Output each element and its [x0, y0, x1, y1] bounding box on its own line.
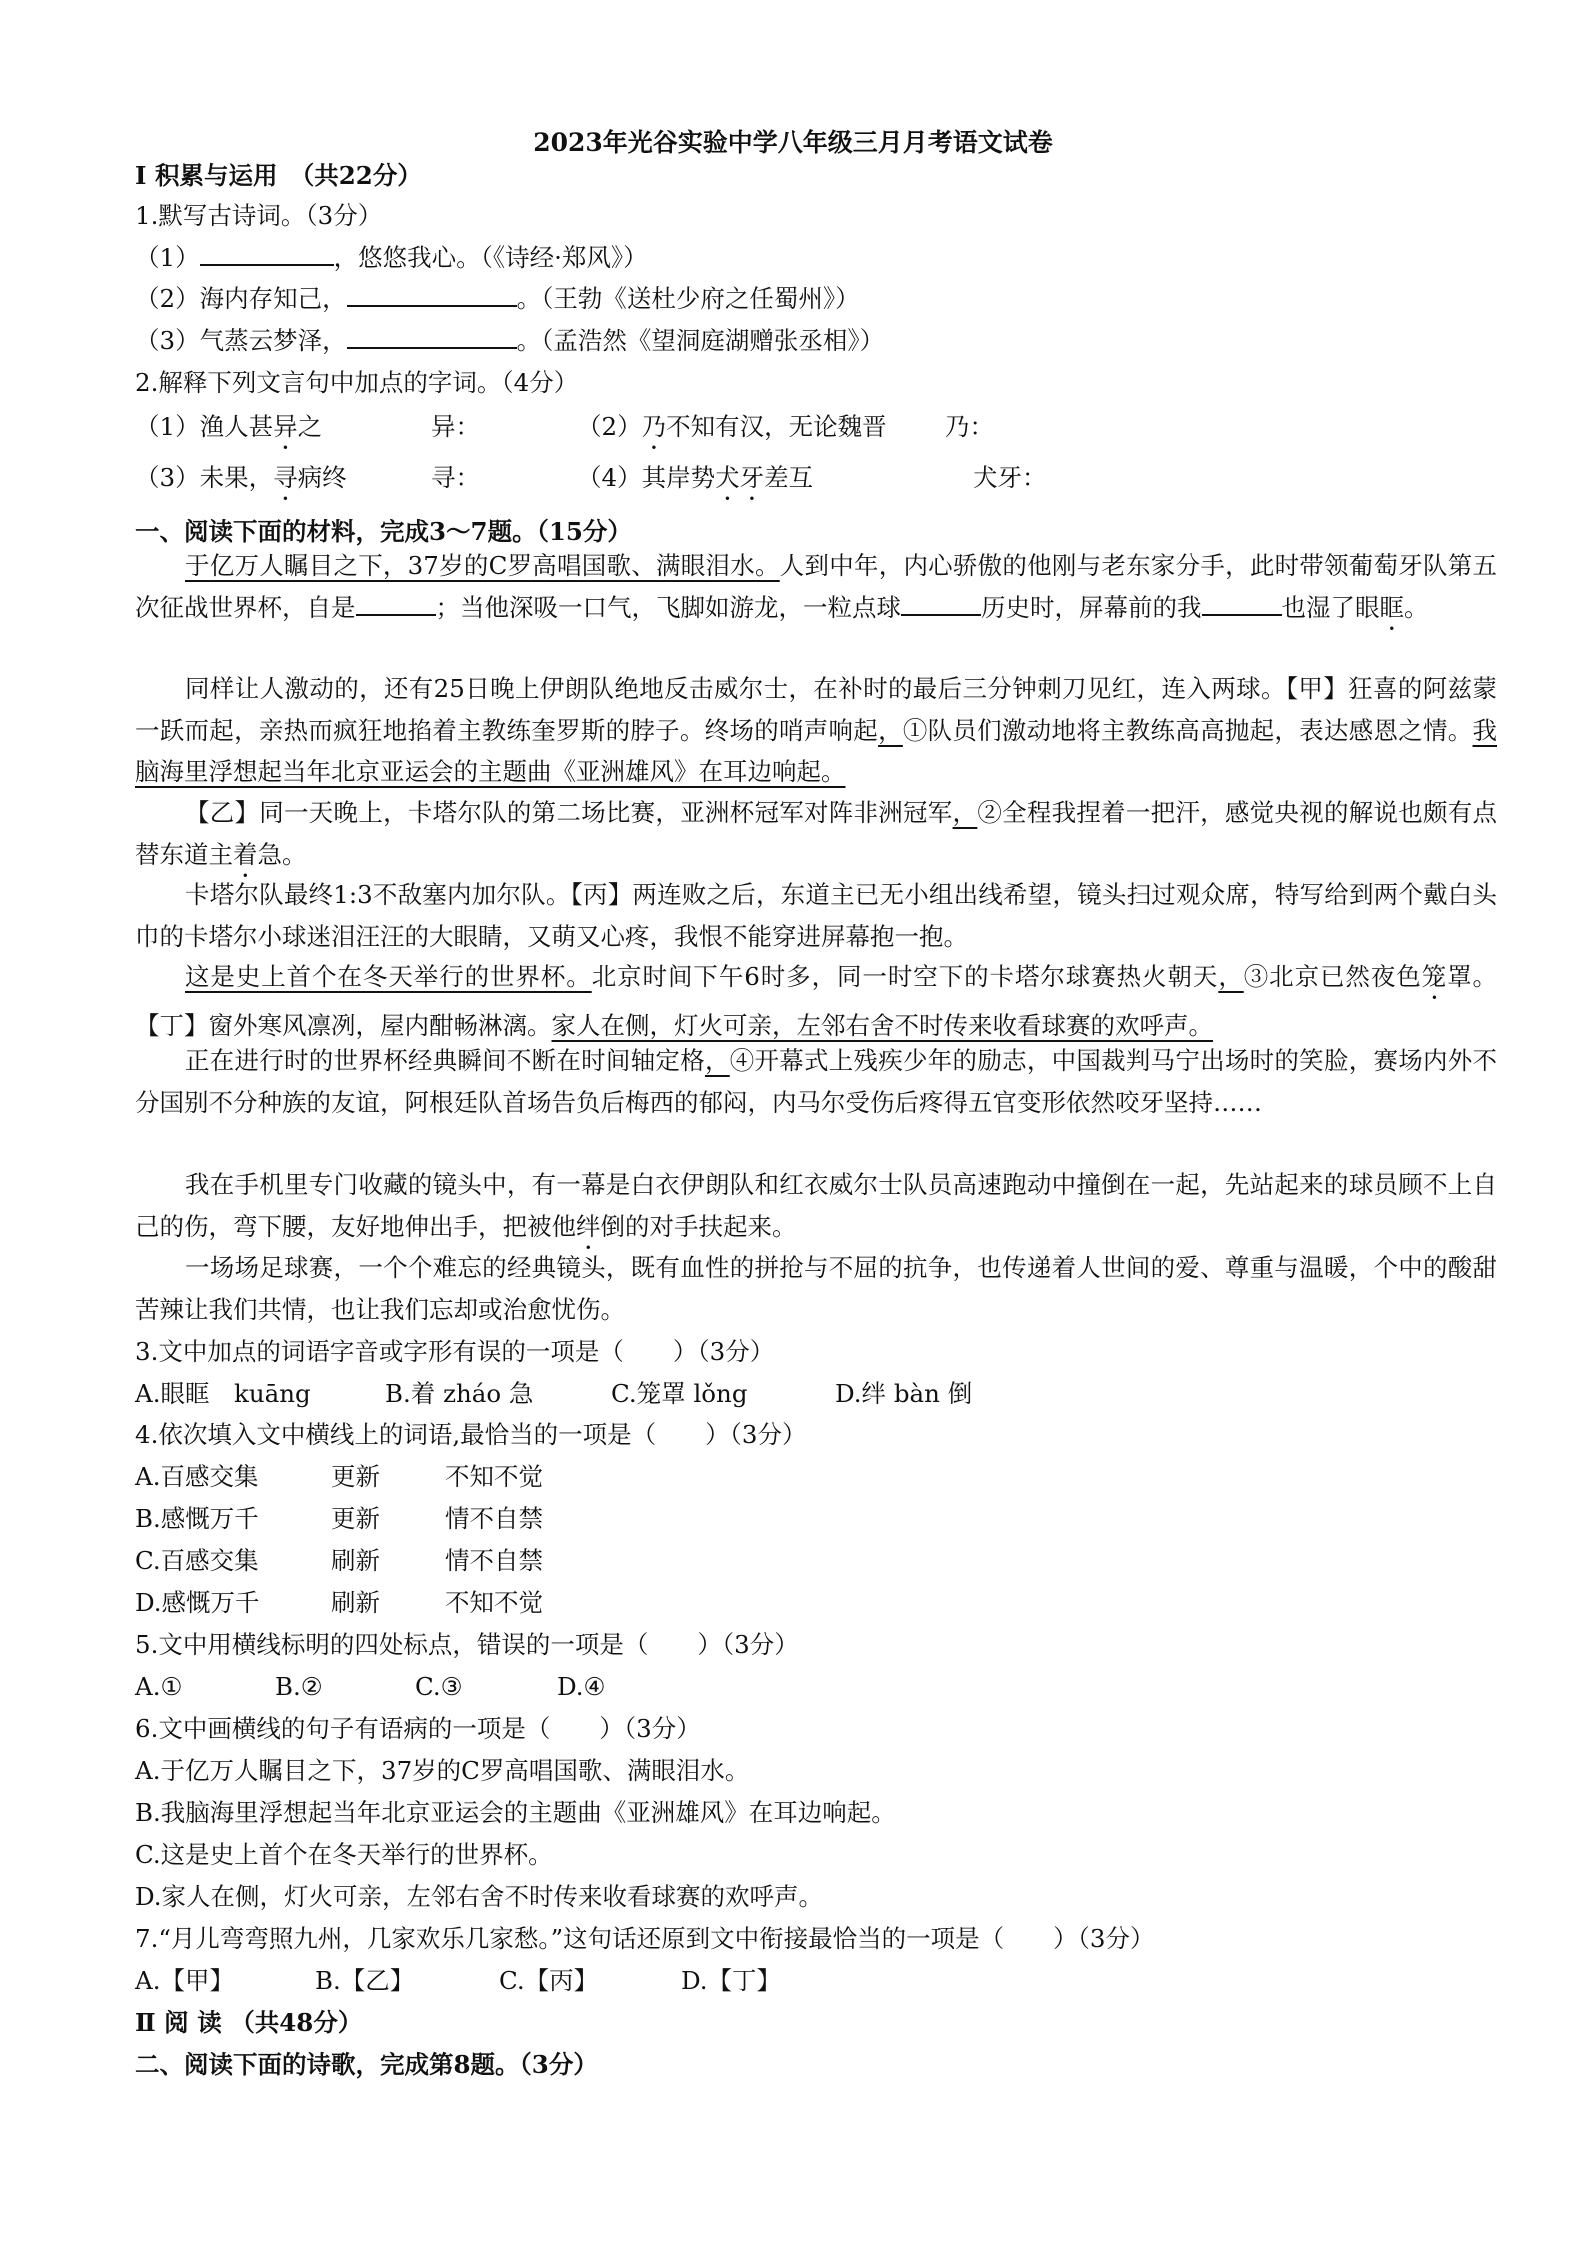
q2-item-3-label: 寻： — [431, 463, 480, 492]
q7-stem: 7.“月儿弯弯照九州，几家欢乐几家愁。”这句话还原到文中衔接最恰当的一项是（ ）（3分） — [135, 1924, 1155, 1953]
q4-option-a-word-3: 不知不觉 — [445, 1462, 543, 1491]
p2-text-1: 同样让人激动的，还有25日晚上伊朗队绝地反击威尔士，在补时的最后三分钟刺刀见红，连入两球。【甲】狂喜的阿兹蒙一跃而起，亲热而疯狂地掐着主教练奎罗斯的脖子。终场的哨声响起 — [135, 674, 1497, 745]
q1-item-2 — [135, 282, 1495, 316]
q2-item-1-dot: 异 — [273, 412, 298, 441]
q1-item-3 — [135, 324, 1495, 358]
q6-option-b: B.我脑海里浮想起当年北京亚运会的主题曲《亚洲雄风》在耳边响起。 — [135, 1798, 896, 1827]
p7-text-2: 倒的对手扶起来。 — [600, 1211, 797, 1241]
section1-heading: Ⅰ 积累与运用 （共22分） — [135, 161, 422, 190]
q1-stem: 1.默写古诗词。（3分） — [135, 201, 383, 230]
q3-option-b: B.着 zháo 急 — [385, 1379, 534, 1408]
q2-item-2-pre: （2） — [577, 412, 642, 441]
q2-item-2-label: 乃： — [945, 412, 994, 441]
q5-option-b: B.② — [275, 1672, 323, 1701]
p3-text-1: 【乙】同一天晚上，卡塔尔队的第二场比赛，亚洲杯冠军对阵非洲冠军 — [185, 798, 953, 827]
p6-text-1: 正在进行时的世界杯经典瞬间不断在时间轴定格 — [185, 1046, 705, 1075]
q6-option-c: C.这是史上首个在冬天举行的世界杯。 — [135, 1840, 553, 1869]
q2-item-3-pre: （3）未果， — [135, 463, 274, 492]
q3-stem: 3.文中加点的词语字音或字形有误的一项是（ ）（3分） — [135, 1337, 775, 1366]
p3-text-2: ②全程我捏着一把汗，感觉央视的解说也颇有点替东道主 — [135, 798, 1498, 869]
q2-item-4-post: 差互 — [764, 463, 814, 492]
q2-stem: 2.解释下列文言句中加点的字词。（4分） — [135, 368, 579, 397]
passage-paragraph-7 — [135, 1164, 1497, 1255]
p1-text-5: 。 — [1404, 592, 1429, 622]
passage-paragraph-2 — [135, 668, 1497, 793]
p1-text-4: 也湿了眼 — [1281, 592, 1380, 622]
q2-item-4-dot: 犬牙 — [715, 463, 765, 492]
punctuation-mark-1: ， — [878, 715, 903, 745]
q4-option-a-word-2: 更新 — [331, 1462, 380, 1491]
p6-text-2: ④开幕式上残疾少年的励志，中国裁判马宁出场时的笑脸，赛场内外不分国别不分种族的友谊，阿根廷队首场告负后梅西的郁闷，内马尔受伤后疼得五官变形依然咬牙坚持…… — [135, 1046, 1498, 1117]
q4-option-d-word-2: 刷新 — [331, 1588, 380, 1617]
dotted-word-zhao: 着 — [233, 839, 258, 869]
q1-blank-1 — [200, 242, 334, 266]
exam-title: 2023年光谷实验中学八年级三月月考语文试卷 — [533, 128, 1053, 157]
fill-blank-2 — [901, 592, 981, 616]
punctuation-mark-4: ， — [704, 1046, 730, 1075]
passage-paragraph-6 — [135, 1040, 1497, 1123]
q2-item-1 — [135, 410, 322, 455]
q1-item-1 — [135, 241, 1495, 275]
fill-blank-1 — [356, 592, 436, 616]
q1-item-1-after: ，悠悠我心。（《诗经·郑风》） — [333, 243, 648, 272]
passage-paragraph-5 — [135, 956, 1497, 1047]
q1-blank-2 — [347, 283, 517, 307]
q4-option-c-word-2: 刷新 — [331, 1546, 380, 1575]
q5-stem: 5.文中用横线标明的四处标点，错误的一项是（ ）（3分） — [135, 1630, 799, 1659]
q7-option-b: B.【乙】 — [315, 1966, 415, 1995]
q5-option-c: C.③ — [415, 1672, 463, 1701]
q2-item-2-post: 不知有汉，无论魏晋 — [666, 412, 887, 441]
section2-heading: Ⅱ 阅 读 （共48分） — [135, 2008, 363, 2037]
q2-item-4 — [577, 461, 813, 506]
part1-heading: 一、阅读下面的材料，完成3～7题。（15分） — [135, 517, 632, 546]
underlined-sentence-c: 这是史上首个在冬天举行的世界杯。 — [185, 962, 592, 991]
q2-item-2-dot: 乃 — [641, 412, 667, 441]
q1-item-2-after: 。（王勃《送杜少府之任蜀州》） — [516, 284, 860, 313]
q3-option-a: A.眼眶 kuāng — [135, 1379, 311, 1408]
q4-option-c-word-3: 情不自禁 — [445, 1546, 543, 1575]
q5-option-a: A.① — [135, 1672, 183, 1701]
passage-paragraph-3 — [135, 792, 1497, 883]
q4-option-a-word-1: A.百感交集 — [135, 1462, 259, 1491]
q2-item-4-pre: （4）其岸势 — [577, 463, 716, 492]
underlined-sentence-a: 于亿万人瞩目之下，37岁的C罗高唱国歌、满眼泪水。 — [185, 551, 780, 580]
q1-item-2-num: （2）海内存知己， — [135, 284, 347, 313]
q6-stem: 6.文中画横线的句子有语病的一项是（ ）（3分） — [135, 1714, 701, 1743]
q2-item-2 — [577, 410, 887, 455]
q1-item-3-after: 。（孟浩然《望洞庭湖赠张丞相》） — [516, 326, 885, 355]
p5-text-1: 北京时间下午6时多，同一时空下的卡塔尔球赛热火朝天 — [591, 962, 1219, 991]
q6-option-a: A.于亿万人瞩目之下，37岁的C罗高唱国歌、满眼泪水。 — [135, 1756, 750, 1785]
underlined-sentence-b: 我脑海里浮想起当年北京亚运会的主题曲《亚洲雄风》在耳边响起。 — [135, 715, 1498, 786]
q3-option-d: D.绊 bàn 倒 — [835, 1379, 973, 1408]
q4-option-d-word-1: D.感慨万千 — [135, 1588, 260, 1617]
punctuation-mark-3: ， — [1218, 962, 1244, 991]
q4-option-b-word-2: 更新 — [331, 1504, 380, 1533]
q1-item-3-num: （3）气蒸云梦泽， — [135, 326, 347, 355]
q4-option-b-word-3: 情不自禁 — [445, 1504, 543, 1533]
dotted-word-kuang: 眶 — [1379, 592, 1404, 622]
p5-text-2: ③北京已然夜色 — [1243, 962, 1422, 991]
p3-text-3: 急。 — [257, 839, 307, 869]
q7-option-c: C.【丙】 — [499, 1966, 599, 1995]
p7-text-1: 我在手机里专门收藏的镜头中，有一幕是白衣伊朗队和红衣威尔士队员高速跑动中撞倒在一起，先站起来的球员顾不上自己的伤，弯下腰，友好地伸出手，把被他 — [135, 1170, 1497, 1241]
p2-text-2: ①队员们激动地将主教练高高抛起，表达感恩之情。 — [902, 715, 1473, 745]
q4-option-c-word-1: C.百感交集 — [135, 1546, 259, 1575]
q2-item-3 — [135, 461, 347, 506]
q2-item-1-label: 异： — [431, 412, 480, 441]
passage-paragraph-8: 一场场足球赛，一个个难忘的经典镜头，既有血性的拼抢与不屈的抗争，也传递着人世间的爱、尊重与温暖，个中的酸甜苦辣让我们共情，也让我们忘却或治愈忧伤。 — [135, 1253, 1497, 1324]
fill-blank-3 — [1202, 592, 1282, 616]
q7-option-d: D.【丁】 — [681, 1966, 782, 1995]
q1-item-1-num: （1） — [135, 243, 200, 272]
passage-paragraph-1 — [135, 545, 1497, 636]
q4-option-b-word-1: B.感慨万千 — [135, 1504, 259, 1533]
q3-option-c: C.笼罩 lǒng — [611, 1379, 748, 1408]
q2-item-1-pre: （1）渔人甚 — [135, 412, 274, 441]
p1-text-1: 人到中年，内心骄傲的他刚与老东家分手，此时带领葡萄牙队第五次征战世界杯，自是 — [135, 551, 1498, 622]
p1-text-2: ；当他深吸一口气，飞脚如游龙，一粒点球 — [435, 592, 901, 622]
q2-item-3-post: 病终 — [297, 463, 347, 492]
dotted-word-long: 笼 — [1421, 962, 1448, 991]
passage-paragraph-4: 卡塔尔队最终1:3不敌塞内加尔队。【丙】两连败之后，东道主已无小组出线希望，镜头扫过观众席，特写给到两个戴白头巾的卡塔尔小球迷泪汪汪的大眼睛，又萌又心疼，我恨不能穿进屏幕抱一抱。 — [135, 880, 1497, 951]
q4-stem: 4.依次填入文中横线上的词语,最恰当的一项是（ ）（3分） — [135, 1420, 807, 1449]
q6-option-d: D.家人在侧，灯火可亲，左邻右舍不时传来收看球赛的欢呼声。 — [135, 1882, 824, 1911]
q2-item-3-dot: 寻 — [273, 463, 298, 492]
part2-heading: 二、阅读下面的诗歌，完成第8题。（3分） — [135, 2050, 598, 2079]
q5-option-d: D.④ — [557, 1672, 606, 1701]
q1-blank-3 — [347, 325, 517, 349]
punctuation-mark-2: ， — [952, 798, 978, 827]
q2-item-4-label: 犬牙： — [973, 463, 1047, 492]
q7-option-a: A.【甲】 — [135, 1966, 234, 1995]
underlined-sentence-d: 家人在侧，灯火可亲，左邻右舍不时传来收看球赛的欢呼声。 — [551, 1011, 1213, 1040]
p1-text-3: 历史时，屏幕前的我 — [981, 592, 1202, 622]
dotted-word-ban: 绊 — [576, 1211, 601, 1241]
q4-option-d-word-3: 不知不觉 — [445, 1588, 543, 1617]
q2-item-1-post: 之 — [297, 412, 323, 441]
p5-text-3: 罩。【丁】窗外寒风凛冽，屋内酣畅淋漓。 — [135, 962, 1498, 1040]
